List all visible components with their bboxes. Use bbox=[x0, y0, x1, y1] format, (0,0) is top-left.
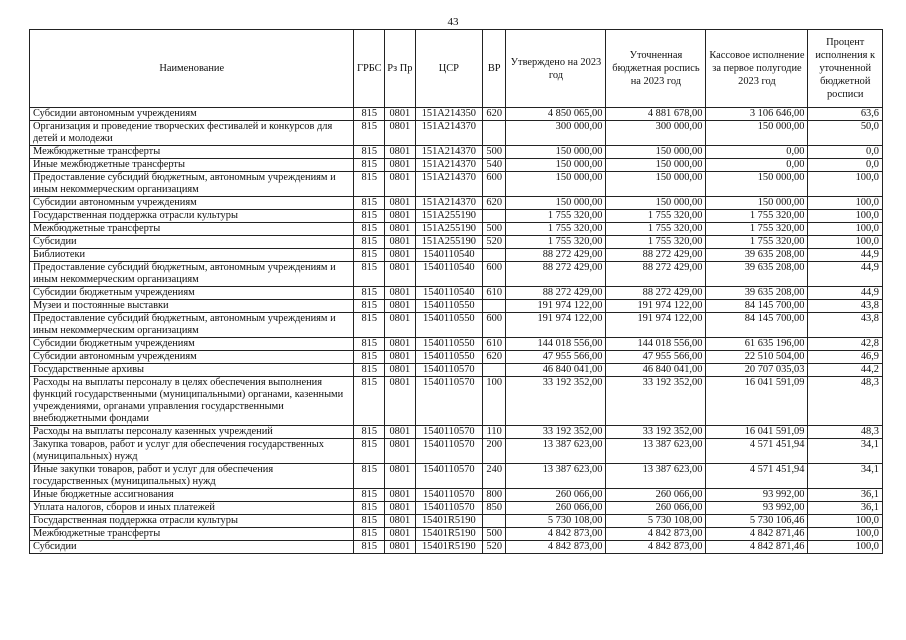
cell-grbs: 815 bbox=[354, 515, 385, 528]
cell-vr: 800 bbox=[483, 489, 506, 502]
table-row bbox=[30, 439, 883, 464]
cell-approved: 13 387 623,00 bbox=[506, 439, 606, 464]
cell-csr: 1540110550 bbox=[415, 338, 482, 351]
cell-csr: 1540110540 bbox=[415, 249, 482, 262]
cell-rz-pr: 0801 bbox=[385, 351, 416, 364]
cell-csr: 1540110540 bbox=[415, 262, 482, 287]
cell-name: Иные закупки товаров, работ и услуг для обеспечения государственных (муниципальных) нужд bbox=[30, 464, 354, 489]
table-row bbox=[30, 351, 883, 364]
cell-approved: 4 850 065,00 bbox=[506, 108, 606, 121]
cell-name: Межбюджетные трансферты bbox=[30, 223, 354, 236]
cell-cash-execution: 150 000,00 bbox=[706, 197, 808, 210]
cell-approved: 150 000,00 bbox=[506, 159, 606, 172]
cell-rz-pr: 0801 bbox=[385, 364, 416, 377]
cell-name: Субсидии бюджетным учреждениям bbox=[30, 287, 354, 300]
cell-rz-pr: 0801 bbox=[385, 146, 416, 159]
cell-grbs: 815 bbox=[354, 197, 385, 210]
cell-percent: 34,1 bbox=[808, 439, 883, 464]
cell-cash-execution: 5 730 106,46 bbox=[706, 515, 808, 528]
header-rz-pr: Рз Пр bbox=[385, 30, 416, 108]
table-row bbox=[30, 489, 883, 502]
cell-vr: 520 bbox=[483, 541, 506, 554]
cell-vr bbox=[483, 121, 506, 146]
cell-rz-pr: 0801 bbox=[385, 426, 416, 439]
cell-rz-pr: 0801 bbox=[385, 313, 416, 338]
cell-approved: 4 842 873,00 bbox=[506, 541, 606, 554]
cell-csr: 151A214370 bbox=[415, 146, 482, 159]
cell-percent: 100,0 bbox=[808, 197, 883, 210]
cell-percent: 48,3 bbox=[808, 426, 883, 439]
table-row bbox=[30, 364, 883, 377]
cell-grbs: 815 bbox=[354, 351, 385, 364]
cell-revised: 150 000,00 bbox=[606, 146, 706, 159]
cell-revised: 13 387 623,00 bbox=[606, 439, 706, 464]
cell-revised: 4 881 678,00 bbox=[606, 108, 706, 121]
table-row bbox=[30, 377, 883, 426]
cell-cash-execution: 39 635 208,00 bbox=[706, 249, 808, 262]
cell-csr: 1540110570 bbox=[415, 489, 482, 502]
cell-approved: 150 000,00 bbox=[506, 172, 606, 197]
cell-cash-execution: 1 755 320,00 bbox=[706, 210, 808, 223]
cell-name: Организация и проведение творческих фестивалей и конкурсов для детей и молодежи bbox=[30, 121, 354, 146]
cell-percent: 100,0 bbox=[808, 210, 883, 223]
budget-execution-table bbox=[29, 29, 883, 554]
cell-grbs: 815 bbox=[354, 172, 385, 197]
cell-cash-execution: 61 635 196,00 bbox=[706, 338, 808, 351]
table-row bbox=[30, 338, 883, 351]
cell-rz-pr: 0801 bbox=[385, 300, 416, 313]
cell-grbs: 815 bbox=[354, 313, 385, 338]
cell-percent: 34,1 bbox=[808, 464, 883, 489]
cell-csr: 1540110550 bbox=[415, 300, 482, 313]
table-row bbox=[30, 313, 883, 338]
cell-rz-pr: 0801 bbox=[385, 223, 416, 236]
cell-cash-execution: 1 755 320,00 bbox=[706, 223, 808, 236]
cell-vr bbox=[483, 364, 506, 377]
cell-vr: 600 bbox=[483, 172, 506, 197]
cell-csr: 1540110570 bbox=[415, 502, 482, 515]
cell-csr: 151A255190 bbox=[415, 236, 482, 249]
cell-name: Субсидии автономным учреждениям bbox=[30, 197, 354, 210]
cell-vr: 850 bbox=[483, 502, 506, 515]
table-row bbox=[30, 300, 883, 313]
cell-grbs: 815 bbox=[354, 489, 385, 502]
table-row bbox=[30, 249, 883, 262]
cell-grbs: 815 bbox=[354, 146, 385, 159]
cell-grbs: 815 bbox=[354, 338, 385, 351]
cell-name: Иные межбюджетные трансферты bbox=[30, 159, 354, 172]
cell-grbs: 815 bbox=[354, 300, 385, 313]
cell-cash-execution: 39 635 208,00 bbox=[706, 287, 808, 300]
cell-rz-pr: 0801 bbox=[385, 108, 416, 121]
cell-percent: 43,8 bbox=[808, 300, 883, 313]
cell-csr: 151A214370 bbox=[415, 121, 482, 146]
cell-revised: 150 000,00 bbox=[606, 197, 706, 210]
cell-rz-pr: 0801 bbox=[385, 338, 416, 351]
cell-grbs: 815 bbox=[354, 223, 385, 236]
cell-csr: 151A214370 bbox=[415, 159, 482, 172]
cell-percent: 100,0 bbox=[808, 515, 883, 528]
header-csr: ЦСР bbox=[415, 30, 482, 108]
cell-name: Субсидии bbox=[30, 236, 354, 249]
cell-cash-execution: 4 571 451,94 bbox=[706, 464, 808, 489]
cell-csr: 151A255190 bbox=[415, 223, 482, 236]
cell-percent: 42,8 bbox=[808, 338, 883, 351]
cell-approved: 1 755 320,00 bbox=[506, 223, 606, 236]
cell-revised: 88 272 429,00 bbox=[606, 249, 706, 262]
cell-name: Межбюджетные трансферты bbox=[30, 146, 354, 159]
cell-cash-execution: 150 000,00 bbox=[706, 121, 808, 146]
cell-revised: 46 840 041,00 bbox=[606, 364, 706, 377]
cell-percent: 100,0 bbox=[808, 528, 883, 541]
cell-name: Предоставление субсидий бюджетным, автономным учреждениям и иным некоммерческим организациям bbox=[30, 313, 354, 338]
cell-csr: 151A214350 bbox=[415, 108, 482, 121]
cell-rz-pr: 0801 bbox=[385, 464, 416, 489]
table-row bbox=[30, 236, 883, 249]
cell-csr: 1540110570 bbox=[415, 426, 482, 439]
cell-approved: 1 755 320,00 bbox=[506, 236, 606, 249]
cell-name: Субсидии автономным учреждениям bbox=[30, 108, 354, 121]
cell-vr: 110 bbox=[483, 426, 506, 439]
cell-name: Музеи и постоянные выставки bbox=[30, 300, 354, 313]
table-row bbox=[30, 172, 883, 197]
table-row bbox=[30, 464, 883, 489]
cell-revised: 300 000,00 bbox=[606, 121, 706, 146]
cell-rz-pr: 0801 bbox=[385, 210, 416, 223]
cell-vr: 610 bbox=[483, 287, 506, 300]
cell-revised: 1 755 320,00 bbox=[606, 210, 706, 223]
cell-cash-execution: 1 755 320,00 bbox=[706, 236, 808, 249]
cell-revised: 33 192 352,00 bbox=[606, 377, 706, 426]
cell-name: Субсидии автономным учреждениям bbox=[30, 351, 354, 364]
cell-name: Субсидии бюджетным учреждениям bbox=[30, 338, 354, 351]
cell-cash-execution: 3 106 646,00 bbox=[706, 108, 808, 121]
cell-vr: 540 bbox=[483, 159, 506, 172]
cell-name: Предоставление субсидий бюджетным, автономным учреждениям и иным некоммерческим организациям bbox=[30, 172, 354, 197]
cell-grbs: 815 bbox=[354, 159, 385, 172]
table-row bbox=[30, 121, 883, 146]
cell-approved: 47 955 566,00 bbox=[506, 351, 606, 364]
cell-rz-pr: 0801 bbox=[385, 287, 416, 300]
cell-approved: 33 192 352,00 bbox=[506, 377, 606, 426]
table-row bbox=[30, 146, 883, 159]
cell-revised: 144 018 556,00 bbox=[606, 338, 706, 351]
cell-vr: 200 bbox=[483, 439, 506, 464]
page-number: 43 bbox=[447, 16, 459, 28]
cell-csr: 15401R5190 bbox=[415, 528, 482, 541]
cell-revised: 150 000,00 bbox=[606, 172, 706, 197]
cell-vr: 600 bbox=[483, 262, 506, 287]
cell-grbs: 815 bbox=[354, 502, 385, 515]
cell-name: Межбюджетные трансферты bbox=[30, 528, 354, 541]
table-row bbox=[30, 108, 883, 121]
table-row bbox=[30, 515, 883, 528]
cell-vr bbox=[483, 300, 506, 313]
cell-name: Государственная поддержка отрасли культуры bbox=[30, 210, 354, 223]
cell-approved: 150 000,00 bbox=[506, 197, 606, 210]
cell-cash-execution: 93 992,00 bbox=[706, 502, 808, 515]
table-header-row bbox=[30, 30, 883, 108]
cell-grbs: 815 bbox=[354, 287, 385, 300]
cell-rz-pr: 0801 bbox=[385, 197, 416, 210]
cell-grbs: 815 bbox=[354, 121, 385, 146]
cell-cash-execution: 39 635 208,00 bbox=[706, 262, 808, 287]
cell-percent: 44,2 bbox=[808, 364, 883, 377]
cell-name: Библиотеки bbox=[30, 249, 354, 262]
cell-name: Государственная поддержка отрасли культуры bbox=[30, 515, 354, 528]
cell-vr: 500 bbox=[483, 146, 506, 159]
cell-vr: 520 bbox=[483, 236, 506, 249]
cell-revised: 5 730 108,00 bbox=[606, 515, 706, 528]
cell-cash-execution: 0,00 bbox=[706, 146, 808, 159]
cell-vr bbox=[483, 249, 506, 262]
table-row bbox=[30, 426, 883, 439]
table-row bbox=[30, 262, 883, 287]
cell-csr: 1540110570 bbox=[415, 464, 482, 489]
cell-approved: 260 066,00 bbox=[506, 489, 606, 502]
cell-grbs: 815 bbox=[354, 426, 385, 439]
table-row bbox=[30, 223, 883, 236]
cell-cash-execution: 20 707 035,03 bbox=[706, 364, 808, 377]
cell-csr: 1540110540 bbox=[415, 287, 482, 300]
cell-rz-pr: 0801 bbox=[385, 172, 416, 197]
cell-rz-pr: 0801 bbox=[385, 515, 416, 528]
cell-revised: 47 955 566,00 bbox=[606, 351, 706, 364]
cell-vr: 620 bbox=[483, 108, 506, 121]
cell-cash-execution: 22 510 504,00 bbox=[706, 351, 808, 364]
cell-approved: 88 272 429,00 bbox=[506, 287, 606, 300]
cell-revised: 150 000,00 bbox=[606, 159, 706, 172]
cell-percent: 0,0 bbox=[808, 159, 883, 172]
cell-percent: 43,8 bbox=[808, 313, 883, 338]
cell-rz-pr: 0801 bbox=[385, 528, 416, 541]
cell-percent: 100,0 bbox=[808, 236, 883, 249]
cell-percent: 50,0 bbox=[808, 121, 883, 146]
cell-grbs: 815 bbox=[354, 377, 385, 426]
cell-name: Субсидии bbox=[30, 541, 354, 554]
cell-csr: 15401R5190 bbox=[415, 515, 482, 528]
cell-rz-pr: 0801 bbox=[385, 159, 416, 172]
cell-vr: 600 bbox=[483, 313, 506, 338]
table-row bbox=[30, 159, 883, 172]
cell-name: Уплата налогов, сборов и иных платежей bbox=[30, 502, 354, 515]
cell-approved: 33 192 352,00 bbox=[506, 426, 606, 439]
header-revised: Уточненная бюджетная роспись на 2023 год bbox=[606, 30, 706, 108]
cell-grbs: 815 bbox=[354, 262, 385, 287]
cell-revised: 191 974 122,00 bbox=[606, 300, 706, 313]
cell-rz-pr: 0801 bbox=[385, 249, 416, 262]
cell-rz-pr: 0801 bbox=[385, 121, 416, 146]
cell-csr: 151A214370 bbox=[415, 172, 482, 197]
table-body bbox=[30, 108, 883, 554]
cell-percent: 48,3 bbox=[808, 377, 883, 426]
cell-revised: 260 066,00 bbox=[606, 489, 706, 502]
cell-percent: 44,9 bbox=[808, 287, 883, 300]
cell-vr: 100 bbox=[483, 377, 506, 426]
cell-name: Государственные архивы bbox=[30, 364, 354, 377]
cell-approved: 1 755 320,00 bbox=[506, 210, 606, 223]
cell-revised: 191 974 122,00 bbox=[606, 313, 706, 338]
cell-name: Расходы на выплаты персоналу казенных учреждений bbox=[30, 426, 354, 439]
cell-rz-pr: 0801 bbox=[385, 377, 416, 426]
cell-revised: 1 755 320,00 bbox=[606, 223, 706, 236]
cell-approved: 5 730 108,00 bbox=[506, 515, 606, 528]
cell-cash-execution: 93 992,00 bbox=[706, 489, 808, 502]
table-row bbox=[30, 528, 883, 541]
cell-revised: 33 192 352,00 bbox=[606, 426, 706, 439]
header-vr: ВР bbox=[483, 30, 506, 108]
header-percent: Процент исполнения к уточненной бюджетной росписи bbox=[808, 30, 883, 108]
cell-approved: 191 974 122,00 bbox=[506, 300, 606, 313]
cell-percent: 46,9 bbox=[808, 351, 883, 364]
cell-name: Иные бюджетные ассигнования bbox=[30, 489, 354, 502]
cell-grbs: 815 bbox=[354, 439, 385, 464]
cell-grbs: 815 bbox=[354, 541, 385, 554]
table-row bbox=[30, 541, 883, 554]
cell-vr: 620 bbox=[483, 197, 506, 210]
cell-approved: 88 272 429,00 bbox=[506, 249, 606, 262]
cell-percent: 36,1 bbox=[808, 489, 883, 502]
cell-name: Предоставление субсидий бюджетным, автономным учреждениям и иным некоммерческим организациям bbox=[30, 262, 354, 287]
cell-approved: 191 974 122,00 bbox=[506, 313, 606, 338]
cell-cash-execution: 4 842 871,46 bbox=[706, 541, 808, 554]
cell-revised: 1 755 320,00 bbox=[606, 236, 706, 249]
cell-percent: 36,1 bbox=[808, 502, 883, 515]
cell-percent: 100,0 bbox=[808, 172, 883, 197]
cell-revised: 88 272 429,00 bbox=[606, 287, 706, 300]
cell-cash-execution: 16 041 591,09 bbox=[706, 426, 808, 439]
cell-rz-pr: 0801 bbox=[385, 236, 416, 249]
cell-csr: 151A255190 bbox=[415, 210, 482, 223]
cell-vr bbox=[483, 515, 506, 528]
cell-cash-execution: 4 842 871,46 bbox=[706, 528, 808, 541]
cell-percent: 0,0 bbox=[808, 146, 883, 159]
cell-cash-execution: 4 571 451,94 bbox=[706, 439, 808, 464]
cell-rz-pr: 0801 bbox=[385, 439, 416, 464]
cell-grbs: 815 bbox=[354, 464, 385, 489]
cell-revised: 4 842 873,00 bbox=[606, 541, 706, 554]
cell-grbs: 815 bbox=[354, 249, 385, 262]
cell-name: Закупка товаров, работ и услуг для обеспечения государственных (муниципальных) нужд bbox=[30, 439, 354, 464]
header-cash-execution: Кассовое исполнение за первое полугодие 2023 год bbox=[706, 30, 808, 108]
cell-vr: 240 bbox=[483, 464, 506, 489]
cell-grbs: 815 bbox=[354, 210, 385, 223]
cell-approved: 144 018 556,00 bbox=[506, 338, 606, 351]
cell-vr: 620 bbox=[483, 351, 506, 364]
cell-csr: 1540110550 bbox=[415, 351, 482, 364]
cell-approved: 300 000,00 bbox=[506, 121, 606, 146]
cell-approved: 260 066,00 bbox=[506, 502, 606, 515]
cell-name: Расходы на выплаты персоналу в целях обеспечения выполнения функций государственными (муниципальными) органами, казенными учреждениями, органами управления государственными внебюджетными фондами bbox=[30, 377, 354, 426]
cell-rz-pr: 0801 bbox=[385, 262, 416, 287]
cell-approved: 150 000,00 bbox=[506, 146, 606, 159]
cell-csr: 1540110570 bbox=[415, 364, 482, 377]
cell-revised: 13 387 623,00 bbox=[606, 464, 706, 489]
header-grbs: ГРБС bbox=[354, 30, 385, 108]
header-name: Наименование bbox=[30, 30, 354, 108]
cell-grbs: 815 bbox=[354, 528, 385, 541]
cell-revised: 4 842 873,00 bbox=[606, 528, 706, 541]
cell-vr: 500 bbox=[483, 223, 506, 236]
cell-percent: 44,9 bbox=[808, 262, 883, 287]
cell-cash-execution: 150 000,00 bbox=[706, 172, 808, 197]
cell-approved: 4 842 873,00 bbox=[506, 528, 606, 541]
cell-percent: 44,9 bbox=[808, 249, 883, 262]
cell-csr: 1540110570 bbox=[415, 439, 482, 464]
cell-cash-execution: 0,00 bbox=[706, 159, 808, 172]
cell-approved: 13 387 623,00 bbox=[506, 464, 606, 489]
cell-rz-pr: 0801 bbox=[385, 489, 416, 502]
cell-percent: 63,6 bbox=[808, 108, 883, 121]
table-row bbox=[30, 197, 883, 210]
cell-vr: 500 bbox=[483, 528, 506, 541]
cell-rz-pr: 0801 bbox=[385, 541, 416, 554]
cell-vr bbox=[483, 210, 506, 223]
cell-grbs: 815 bbox=[354, 364, 385, 377]
cell-percent: 100,0 bbox=[808, 541, 883, 554]
cell-vr: 610 bbox=[483, 338, 506, 351]
cell-rz-pr: 0801 bbox=[385, 502, 416, 515]
cell-cash-execution: 84 145 700,00 bbox=[706, 300, 808, 313]
cell-csr: 151A214370 bbox=[415, 197, 482, 210]
cell-cash-execution: 84 145 700,00 bbox=[706, 313, 808, 338]
table-row bbox=[30, 502, 883, 515]
cell-revised: 88 272 429,00 bbox=[606, 262, 706, 287]
cell-revised: 260 066,00 bbox=[606, 502, 706, 515]
cell-approved: 88 272 429,00 bbox=[506, 262, 606, 287]
cell-csr: 1540110550 bbox=[415, 313, 482, 338]
cell-grbs: 815 bbox=[354, 236, 385, 249]
cell-cash-execution: 16 041 591,09 bbox=[706, 377, 808, 426]
cell-approved: 46 840 041,00 bbox=[506, 364, 606, 377]
header-approved: Утверждено на 2023 год bbox=[506, 30, 606, 108]
cell-grbs: 815 bbox=[354, 108, 385, 121]
cell-csr: 1540110570 bbox=[415, 377, 482, 426]
table-row bbox=[30, 210, 883, 223]
table-row bbox=[30, 287, 883, 300]
cell-percent: 100,0 bbox=[808, 223, 883, 236]
cell-csr: 15401R5190 bbox=[415, 541, 482, 554]
